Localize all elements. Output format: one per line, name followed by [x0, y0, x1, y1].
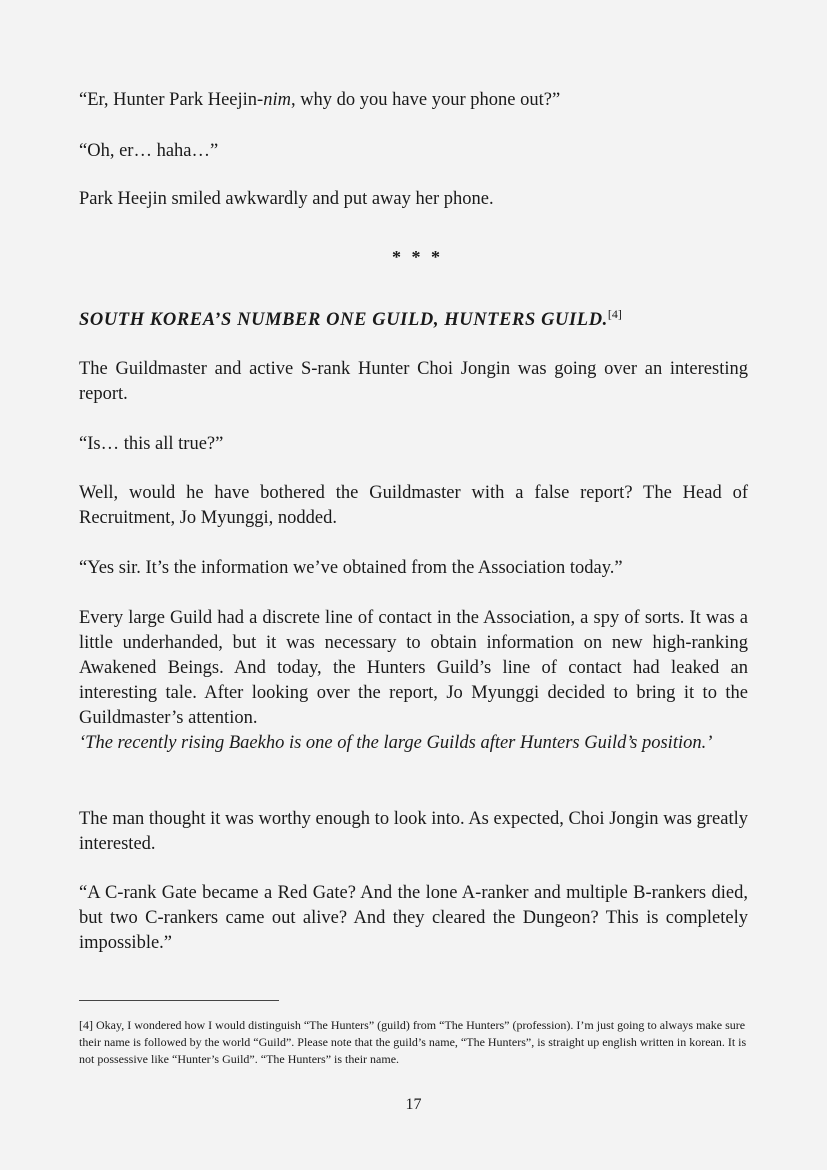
paragraph-narration-2: The Guildmaster and active S-rank Hunter Choi Jongin was going over an interesting report.	[79, 359, 748, 404]
section-heading-text: SOUTH KOREA’S NUMBER ONE GUILD, HUNTERS GUILD.	[79, 310, 608, 330]
page-number: 17	[405, 1096, 422, 1113]
footnote-4: [4] Okay, I wondered how I would distinguish “The Hunters” (guild) from “The Hunters” (profession). I’m just going to always make sure their name is followed by the world “Guild”. Please note that the guild’s name, “The Hunters”, is straight up english written in korean. It is not possessive like “Hunter’s Guild”. “The Hunters” is their name.	[79, 1018, 747, 1066]
paragraph-dialogue-5: “A C-rank Gate became a Red Gate? And the lone A-ranker and multiple B-rankers died, but two C-rankers came out alive? And they cleared the Dungeon? This is completely impossible.”	[79, 883, 748, 953]
paragraph-narration-3: Well, would he have bothered the Guildmaster with a false report? The Head of Recruitment, Jo Myunggi, nodded.	[79, 483, 748, 528]
paragraph-narration-4: Every large Guild had a discrete line of contact in the Association, a spy of sorts. It was a little underhanded, but it was necessary to obtain information on new high-ranking Awakened Beings. And today, the Hunters Guild’s line of contact had leaked an interesting tale. After looking over the report, Jo Myunggi decided to bring it to the Guildmaster’s attention.	[79, 608, 748, 728]
footnote-divider	[79, 1000, 279, 1001]
section-heading	[79, 308, 748, 333]
paragraph-dialogue-3: “Is… this all true?”	[79, 434, 224, 454]
dialogue-text-end: , why do you have your phone out?”	[290, 90, 561, 110]
paragraph-dialogue-2: “Oh, er… haha…”	[79, 141, 219, 161]
paragraph-dialogue-4: “Yes sir. It’s the information we’ve obtained from the Association today.”	[79, 558, 623, 578]
paragraph-narration-5: The man thought it was worthy enough to look into. As expected, Choi Jongin was greatly interested.	[79, 809, 748, 854]
dialogue-text: “Er, Hunter Park Heejin-	[79, 90, 264, 110]
honorific-text: nim	[263, 90, 291, 110]
paragraph-thought: ‘The recently rising Baekho is one of the large Guilds after Hunters Guild’s position.’	[79, 733, 713, 753]
footnote-reference-link[interactable]: [4]	[607, 306, 622, 321]
scene-break: * * *	[392, 247, 443, 267]
paragraph-dialogue-1	[79, 88, 748, 113]
paragraph-narration-1: Park Heejin smiled awkwardly and put away her phone.	[79, 189, 494, 209]
